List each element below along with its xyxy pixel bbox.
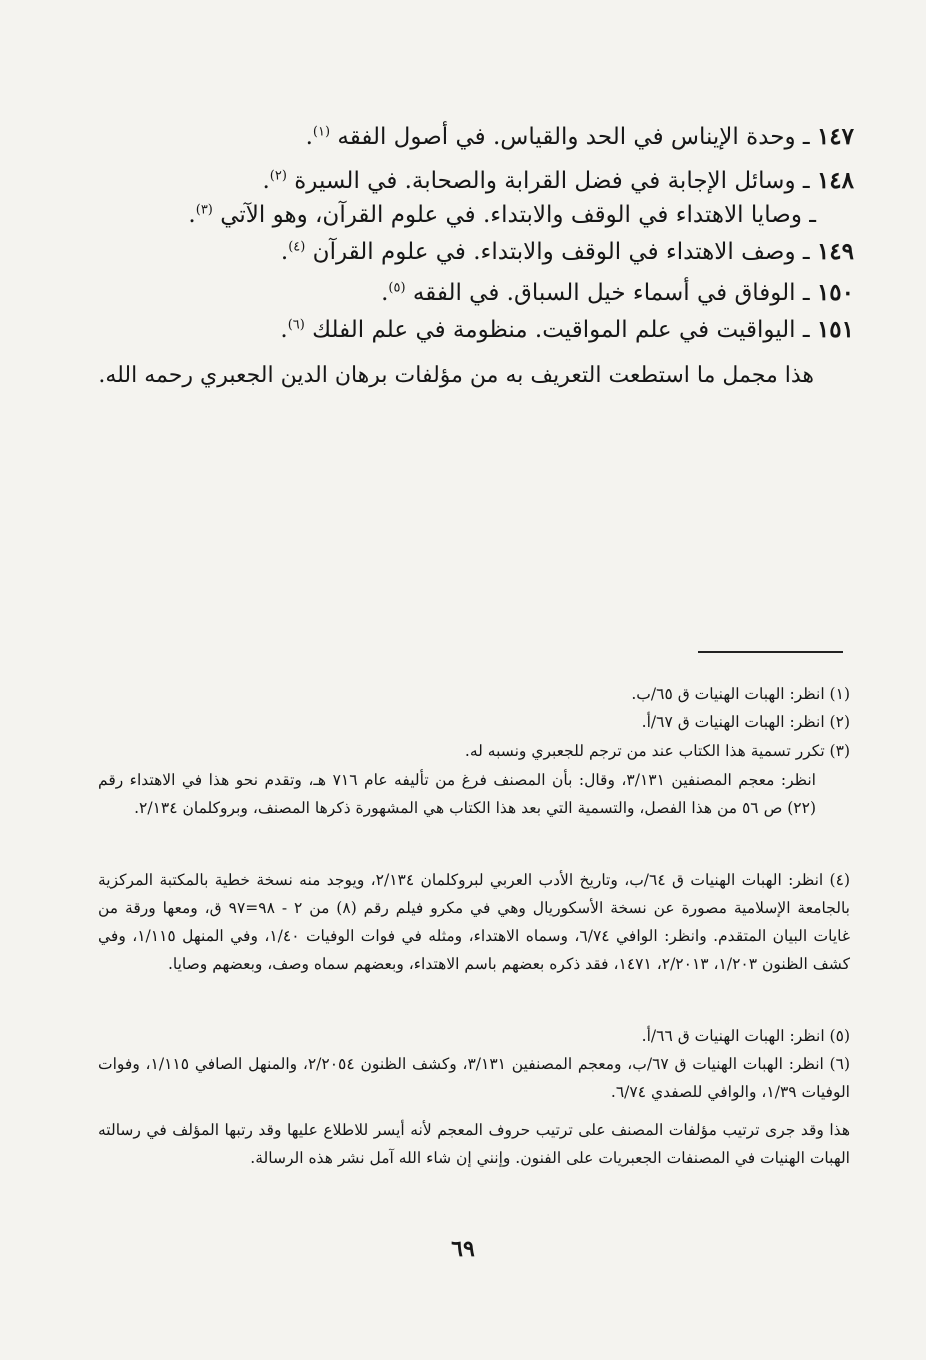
page-number: ٦٩ <box>451 1236 475 1262</box>
list-item-147 <box>94 122 854 152</box>
list-item-150 <box>94 278 854 308</box>
item-number: ١٤٩ <box>816 238 854 265</box>
item-tail: . <box>188 202 196 228</box>
item-tail: . <box>280 239 289 265</box>
footnote-6: (٦) انظر: الهبات الهنيات ق ٦٧/ب، ومعجم المصنفين ٣/١٣١، وكشف الظنون ٢/٢٠٥٤، والمنهل الصافي ١/١١٥، وفوات الوفيات ١/٣٩، والوافي للصفدي ٦/٧٤. <box>98 1055 850 1101</box>
list-item-sub <box>56 200 816 230</box>
item-tail: . <box>381 280 389 306</box>
footnote-ref: (٤) <box>288 239 306 255</box>
footnote-ref: (٢) <box>269 168 287 184</box>
footnote-ref: (٦) <box>287 317 305 333</box>
item-tail: . <box>305 124 313 150</box>
footnote-ref: (٣) <box>195 202 213 218</box>
footnote-ref: (١) <box>312 124 331 140</box>
list-item-149 <box>94 237 854 267</box>
footnote-3: (٣) تكرر تسمية هذا الكتاب عند من ترجم للجعبري ونسبه له. <box>464 742 850 760</box>
footnote-divider <box>698 651 843 653</box>
item-text: ـ الوفاق في أسماء خيل السباق. في الفقه <box>412 280 810 306</box>
item-text: ـ وصف الاهتداء في الوقف والابتداء. في علوم القرآن <box>312 239 810 265</box>
item-text: ـ وسائل الإجابة في فضل القرابة والصحابة. في السيرة <box>294 168 810 194</box>
item-tail: . <box>262 168 270 194</box>
author-note: هذا وقد جرى ترتيب مؤلفات المصنف على ترتيب حروف المعجم لأنه أيسر للاطلاع عليها وقد رتبها المؤلف في رسالته الهبات الهنيات في المصنفات الجعبريات على الفنون. وإنني إن شاء الله آمل نشر هذه الرسالة. <box>98 1121 850 1167</box>
footnote-4: (٤) انظر: الهبات الهنيات ق ٦٤/ب، وتاريخ الأدب العربي لبروكلمان ٢/١٣٤، ويوجد منه نسخة خطية بالمكتبة المركزية بالجامعة الإسلامية مصورة عن نسخة الأسكوريال وهي في مكرو فيلم رقم (٨) من ٢ - ٩٨=٩٧ ق، ومعها ورقة من غايات البيان المتقدم. وانظر: الوافي ٦/٧٤، وسماه الاهتداء، ومثله في فوات الوفيات ١/٤٠، وفي المنهل ١/١١٥، وفي كشف الظنون ١/٢٠٣، ٢/٢٠١٣، ١٤٧١، فقد ذكره بعضهم باسم الاهتداء، وبعضهم سماه وصف، وبعضهم وصايا. <box>98 871 851 973</box>
list-item-151 <box>94 315 854 345</box>
footnote-ref: (٥) <box>388 280 406 296</box>
item-number: ١٥١ <box>816 316 854 343</box>
closing-sentence: هذا مجمل ما استطعت التعريف به من مؤلفات برهان الدين الجعبري رحمه الله. <box>98 363 814 388</box>
footnote-5: (٥) انظر: الهبات الهنيات ق ٦٦/أ. <box>641 1027 850 1045</box>
item-text: ـ وصايا الاهتداء في الوقف والابتداء. في علوم القرآن، وهو الآتي <box>220 202 816 228</box>
item-text: ـ وحدة الإيناس في الحد والقياس. في أصول الفقه <box>337 124 810 150</box>
item-text: ـ اليواقيت في علم المواقيت. منظومة في علم الفلك <box>312 317 810 343</box>
item-number: ١٥٠ <box>816 279 854 306</box>
footnote-1: (١) انظر: الهبات الهنيات ق ٦٥/ب. <box>631 685 850 703</box>
item-number: ١٤٧ <box>816 123 854 150</box>
item-tail: . <box>280 317 288 343</box>
list-item-148 <box>94 166 854 196</box>
footnote-2: (٢) انظر: الهبات الهنيات ق ٦٧/أ. <box>641 713 850 731</box>
item-number: ١٤٨ <box>816 167 854 194</box>
footnote-3-body: انظر: معجم المصنفين ٣/١٣١، وقال: بأن المصنف فرغ من تأليفه عام ٧١٦ هـ، وتقدم نحو هذا في الاهتداء رقم (٢٢) ص ٥٦ من هذا الفصل، والتسمية التي بعد هذا الكتاب هي المشهورة ذكرها المصنف، وبروكلمان ٢/١٣٤. <box>98 771 816 817</box>
